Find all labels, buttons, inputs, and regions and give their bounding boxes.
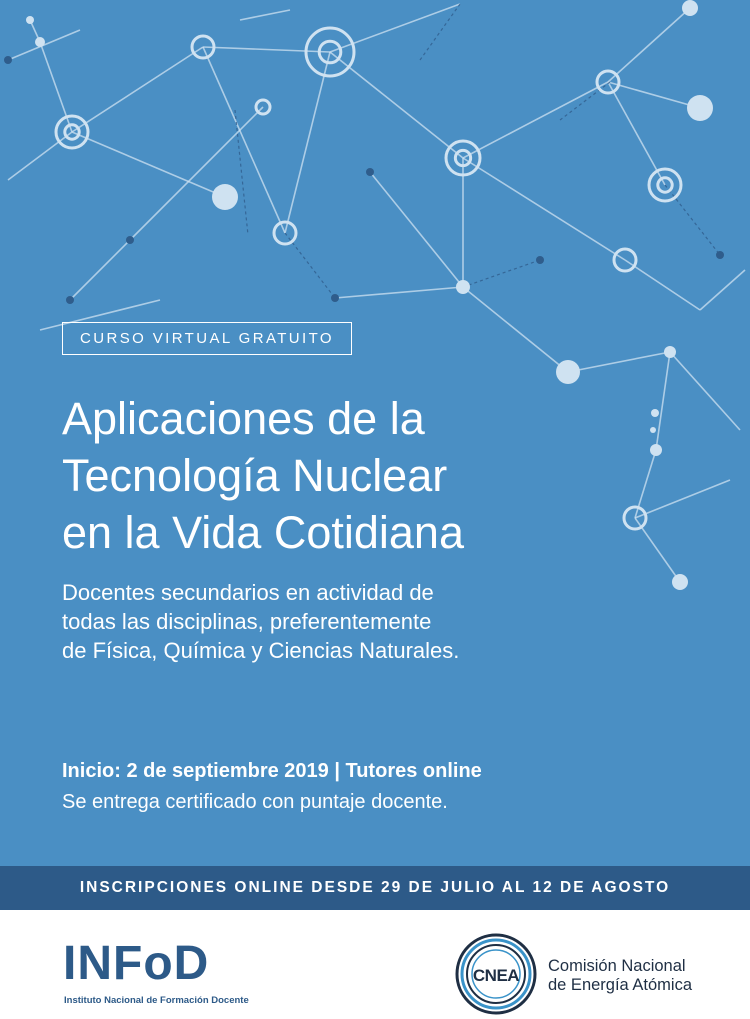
network-link: [72, 47, 203, 132]
network-link: [608, 82, 700, 108]
network-link: [72, 132, 225, 197]
network-node: [672, 574, 688, 590]
network-link: [608, 8, 690, 82]
course-type-badge: CURSO VIRTUAL GRATUITO: [62, 322, 352, 355]
network-node: [366, 168, 374, 176]
network-link: [130, 107, 263, 240]
network-link: [463, 158, 625, 260]
certificate-line: Se entrega certificado con puntaje docente.: [62, 791, 448, 813]
cnea-name-line: Comisión Nacional: [548, 957, 686, 975]
network-link: [335, 287, 463, 298]
network-node: [536, 256, 544, 264]
network-node: [26, 16, 34, 24]
network-link: [70, 240, 130, 300]
network-node: [716, 251, 724, 259]
infod-logo: INFoD: [63, 937, 210, 990]
network-link: [285, 52, 330, 233]
network-link: [568, 352, 670, 372]
cnea-name: [548, 957, 692, 995]
network-link: [608, 82, 665, 185]
network-link: [8, 132, 72, 180]
title-line: en la Vida Cotidiana: [62, 507, 464, 558]
title-line: Tecnología Nuclear: [62, 450, 448, 501]
network-node: [35, 37, 45, 47]
start-date-line: Inicio: 2 de septiembre 2019 | Tutores online: [62, 760, 482, 782]
network-link: [700, 270, 745, 310]
network-node: [664, 346, 676, 358]
network-link: [463, 287, 568, 372]
network-node: [66, 296, 74, 304]
network-link: [420, 4, 460, 60]
network-link: [330, 4, 460, 52]
audience-line: todas las disciplinas, preferentemente: [62, 609, 432, 634]
audience-line: Docentes secundarios en actividad de: [62, 580, 434, 605]
network-node: [4, 56, 12, 64]
course-title: [62, 390, 702, 561]
network-link: [240, 10, 290, 20]
network-node: [687, 95, 713, 121]
infod-subtitle: Instituto Nacional de Formación Docente: [64, 995, 249, 1006]
cnea-name-line: de Energía Atómica: [548, 976, 693, 994]
network-link: [625, 260, 700, 310]
network-node: [212, 184, 238, 210]
registration-band: INSCRIPCIONES ONLINE DESDE 29 DE JULIO AL 12 DE AGOSTO: [0, 866, 750, 910]
network-link: [330, 52, 463, 158]
network-link: [370, 172, 463, 287]
network-link: [40, 42, 72, 132]
network-node: [331, 294, 339, 302]
audience-text: [62, 578, 622, 665]
title-line: Aplicaciones de la: [62, 393, 425, 444]
network-link: [560, 82, 610, 120]
network-node: [126, 236, 134, 244]
network-link: [203, 47, 330, 52]
network-link: [463, 82, 608, 158]
audience-line: de Física, Química y Ciencias Naturales.: [62, 638, 460, 663]
network-node: [456, 280, 470, 294]
cnea-seal-letters: CNEA: [472, 966, 520, 985]
network-link: [665, 185, 720, 255]
network-node: [556, 360, 580, 384]
cnea-seal-icon: [455, 933, 537, 1015]
network-link: [463, 260, 540, 287]
network-node: [682, 0, 698, 16]
